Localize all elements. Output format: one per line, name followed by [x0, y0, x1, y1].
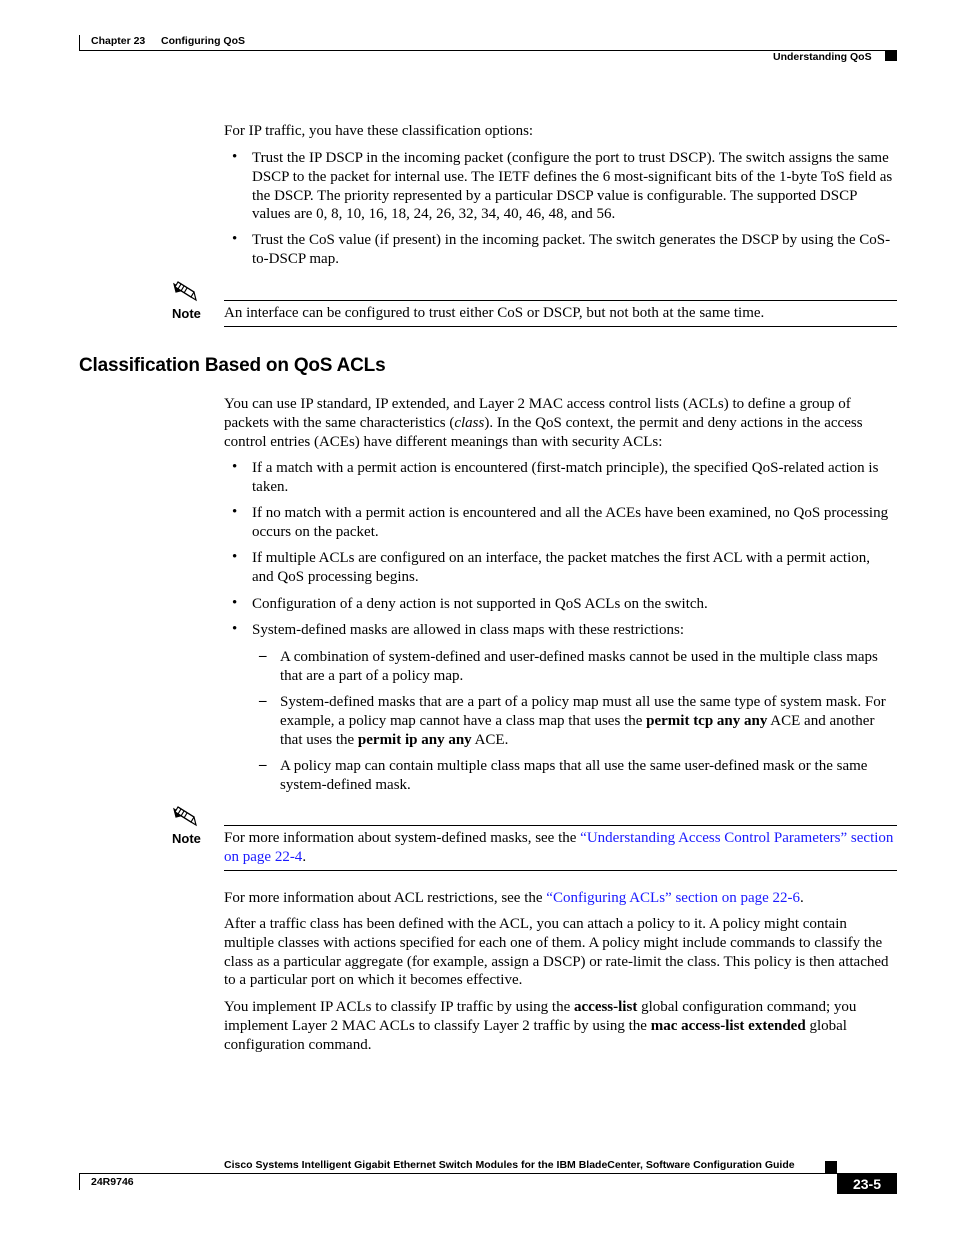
footer-rule — [79, 1173, 897, 1174]
note2-label: Note — [172, 831, 201, 846]
acl-bullet-masks: System-defined masks are allowed in class maps with these restrictions: — [252, 622, 684, 638]
note2-top-rule — [224, 825, 897, 826]
note2-bottom-rule — [224, 870, 897, 871]
implement-text: You implement IP ACLs to classify IP traffic by using the — [224, 999, 574, 1015]
acl-intro-text: ). In the QoS context, the permit and deny actions in the access control entries (ACEs) have different meanings than with security ACLs: — [224, 414, 863, 450]
acl-intro-text: You can use IP standard, IP extended, and Layer 2 MAC access control lists (ACLs) to define a group of packets with the same characteristics ( — [224, 396, 851, 431]
note1-label: Note — [172, 306, 201, 321]
option-trust-dscp: Trust the IP DSCP in the incoming packet (configure the port to trust DSCP). The switch assigns the same DSCP to the packet for internal use. The IETF defines the 6 most-significant bits of the 1-byte ToS field as the DSCP. The priority represented by a particular DSCP value is configurable. The supported DSCP values are 0, 8, 10, 16, 18, 24, 26, 32, 34, 40, 46, 48, and 56. — [252, 150, 893, 223]
header-section: Understanding QoS — [773, 51, 872, 63]
note1-text: An interface can be configured to trust either CoS or DSCP, but not both at the same time. — [224, 305, 765, 321]
implement-text: global configuration command. — [224, 1017, 847, 1053]
footer-marker-block — [825, 1161, 837, 1173]
header-left-vertical-rule — [79, 35, 80, 51]
acl-intro-paragraph — [224, 395, 896, 451]
command-permit-ip: permit ip any any — [357, 731, 472, 748]
mask-restriction-combination: A combination of system-defined and user-defined masks cannot be used in the multiple class maps that are a part of a policy map. — [280, 649, 878, 684]
header-chapter-title: Configuring QoS — [161, 35, 245, 47]
policy-paragraph: After a traffic class has been defined with the ACL, you can attach a policy to it. A policy might contain multiple classes with actions specified for each one of them. A policy might include commands to classify the class as a particular aggregate (for example, assign a DSCP) or rate-limit the class. This policy is then attached to a particular port on which it becomes effective. — [224, 916, 889, 989]
note2-text — [224, 829, 897, 867]
bullet-marker: • — [232, 595, 238, 611]
bullet-marker: • — [232, 231, 238, 247]
acl-bullet-no-match: If no match with a permit action is encountered and all the ACEs have been examined, no QoS processing occurs on the packet. — [252, 505, 889, 540]
page-number: 23-5 — [837, 1174, 897, 1194]
mask-restriction-text: System-defined masks that are a part of a policy map must all use the same type of system mask. For example, a policy map cannot have a class map that uses the — [280, 694, 886, 729]
bullet-marker: • — [232, 504, 238, 520]
link-access-control-parameters[interactable]: “Understanding Access Control Parameters” section on page 22-4 — [224, 830, 894, 865]
command-permit-tcp: permit tcp any any — [646, 712, 768, 729]
mask-restriction-same-type — [280, 693, 897, 749]
footer-guide-title: Cisco Systems Intelligent Gigabit Ethernet Switch Modules for the IBM BladeCenter, Software Configuration Guide — [224, 1159, 795, 1171]
mask-restriction-text: ACE and another that uses the — [280, 712, 875, 748]
acl-restrictions-paragraph — [224, 889, 896, 908]
footer-doc-number: 24R9746 — [91, 1176, 134, 1188]
pencil-note-icon — [172, 280, 198, 302]
bullet-marker: • — [232, 621, 238, 637]
dash-marker: – — [259, 648, 267, 664]
acl-bullet-first-match: If a match with a permit action is encountered (first-match principle), the specified QoS-related action is taken. — [252, 460, 879, 495]
note1-top-rule — [224, 300, 897, 301]
command-mac-access-list-extended: mac access-list extended — [650, 1017, 806, 1034]
note2-prefix: For more information about system-defined masks, see the — [224, 830, 581, 846]
option-trust-cos: Trust the CoS value (if present) in the incoming packet. The switch generates the DSCP by using the CoS-to-DSCP map. — [252, 232, 891, 267]
mask-restriction-user-defined: A policy map can contain multiple class maps that all use the same user-defined mask or the same system-defined mask. — [280, 758, 868, 793]
note1-bottom-rule — [224, 326, 897, 327]
pencil-note-icon — [172, 805, 198, 827]
bullet-marker: • — [232, 459, 238, 475]
acl-bullet-multiple: If multiple ACLs are configured on an interface, the packet matches the first ACL with a permit action, and QoS processing begins. — [252, 550, 870, 585]
acl-intro-italic: class — [454, 414, 485, 431]
bullet-marker: • — [232, 549, 238, 565]
acl-restrictions-prefix: For more information about ACL restrictions, see the — [224, 890, 547, 906]
mask-restriction-text: ACE. — [471, 731, 509, 748]
header-chapter: Chapter 23 — [91, 35, 146, 47]
acl-restrictions-suffix: . — [800, 890, 804, 906]
bullet-marker: • — [232, 149, 238, 165]
dash-marker: – — [259, 757, 267, 773]
section-heading: Classification Based on QoS ACLs — [79, 355, 386, 376]
header-marker-block — [885, 51, 897, 61]
command-access-list: access-list — [574, 999, 638, 1015]
implement-paragraph — [224, 998, 896, 1054]
link-configuring-acls[interactable]: “Configuring ACLs” section on page 22-6 — [546, 890, 801, 906]
implement-text: global configuration command; you implement Layer 2 MAC ACLs to classify Layer 2 traffic by using the — [224, 999, 857, 1034]
acl-bullet-deny: Configuration of a deny action is not supported in QoS ACLs on the switch. — [252, 596, 708, 612]
dash-marker: – — [259, 693, 267, 709]
footer-left-vertical-rule — [79, 1173, 80, 1190]
note2-suffix: . — [302, 848, 307, 865]
intro-paragraph: For IP traffic, you have these classification options: — [224, 123, 534, 139]
